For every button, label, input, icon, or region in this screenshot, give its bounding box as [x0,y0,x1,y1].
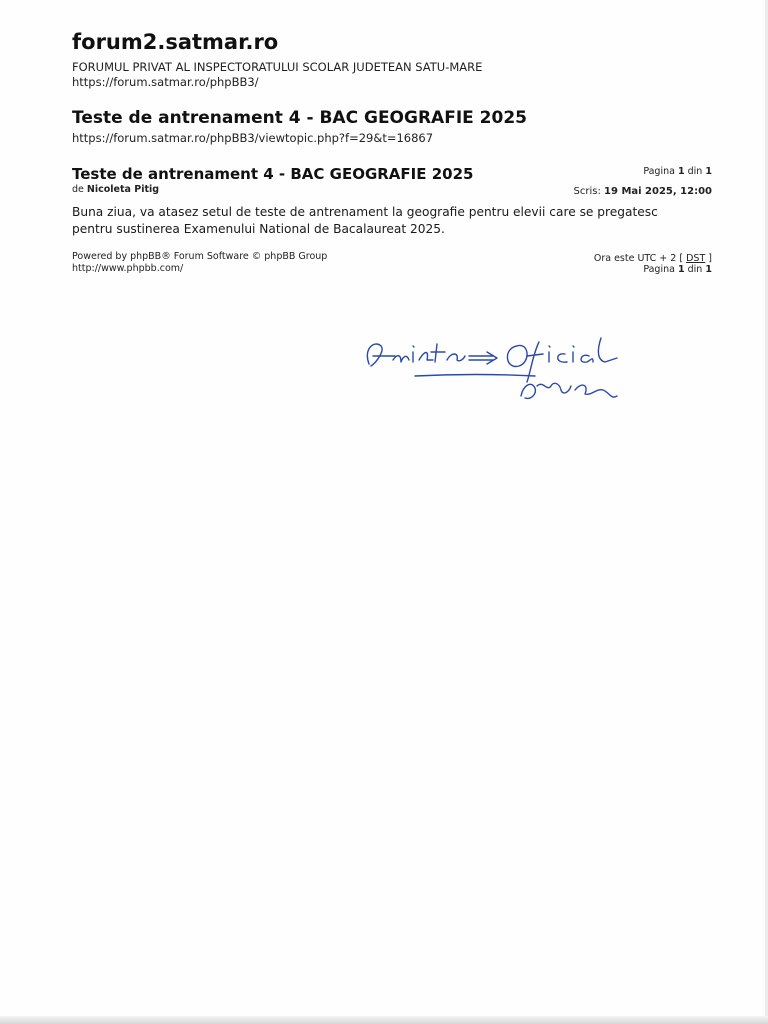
handwritten-signature [355,330,635,415]
post-body-line: pentru sustinerea Examenului National de Bacalaureat 2025. [72,222,445,236]
footer-page-sep: din [687,264,703,275]
timezone-prefix: Ora este UTC + 2 [ [593,253,684,264]
dst-label: DST [686,253,706,264]
post-body-line: Buna ziua, va atasez setul de teste de antrenament la geografie pentru elevii care se pregatesc [72,205,658,219]
post-date: 19 Mai 2025, 12:00 [604,186,712,197]
footer-page-count [643,264,712,275]
post-author-line [72,184,159,195]
timezone-suffix: ] [708,253,712,264]
site-url: https://forum.satmar.ro/phpBB3/ [72,75,259,89]
footer-page-total: 1 [705,264,712,275]
post-date-line [574,186,712,197]
page-total: 1 [705,166,712,177]
post-body [72,204,712,238]
author-prefix: de [72,184,84,195]
post-author: Nicoleta Pitig [86,184,160,195]
phpbb-url: http://www.phpbb.com/ [72,263,184,274]
footer-page-current: 1 [677,264,685,275]
page-current: 1 [677,166,685,177]
site-title: forum2.satmar.ro [72,30,279,54]
footer-page-prefix: Pagina [643,264,675,275]
timezone-line [594,253,712,264]
post-page-count [643,166,712,177]
site-description: FORUMUL PRIVAT AL INSPECTORATULUI SCOLAR JUDETEAN SATU-MARE [72,60,483,74]
topic-title: Teste de antrenament 4 - BAC GEOGRAFIE 2025 [72,108,527,128]
topic-url: https://forum.satmar.ro/phpBB3/viewtopic.php?f=29&t=16867 [72,131,434,145]
page-sep: din [687,166,703,177]
powered-by: Powered by phpBB® Forum Software © phpBB Group [72,251,328,262]
page-bottom-edge [0,1016,768,1024]
post-title: Teste de antrenament 4 - BAC GEOGRAFIE 2025 [72,165,474,183]
page-prefix: Pagina [643,166,675,177]
date-prefix: Scris: [573,186,601,197]
